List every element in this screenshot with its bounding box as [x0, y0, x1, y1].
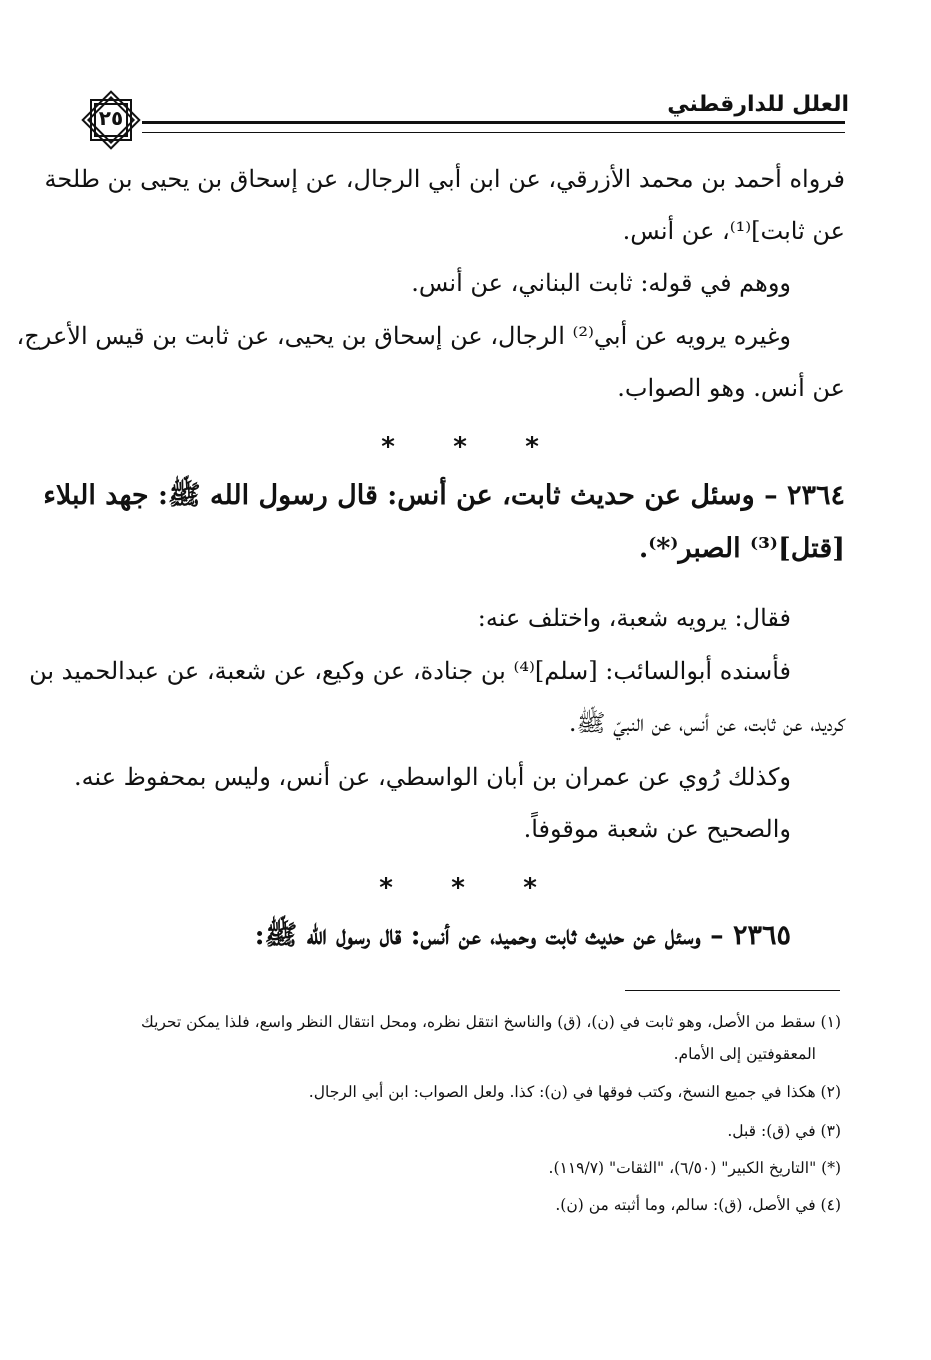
body-line: ووهم في قوله: ثابت البناني، عن أنس. — [411, 269, 791, 297]
header-rule — [142, 121, 845, 133]
footnote: (٢) هكذا في جميع النسخ، وكتب فوقها في (ن): كذا. ولعل الصواب: ابن أبي الرجال. — [308, 1083, 841, 1101]
footnote: (١) سقط من الأصل، وهو ثابت في (ن)، (ق) والناسخ انتقل نظره، ومحل انتقال النظر واسع، فلذا يمكن تحريك — [141, 1013, 841, 1031]
body-line: فأسنده أبوالسائب: [سلم]⁽⁴⁾ بن جنادة، عن وكيع، عن شعبة، عن عبدالحميد بن — [29, 657, 791, 685]
page-number-badge — [72, 86, 150, 154]
separator-star: * — [381, 432, 395, 462]
footnote: (٣) في (ق): قبل. — [727, 1122, 841, 1140]
entry-heading: [قتل]⁽³⁾ الصبر⁽*⁾. — [638, 533, 845, 564]
body-line: والصحيح عن شعبة موقوفاً. — [523, 815, 791, 843]
footnote: المعقوفتين إلى الأمام. — [673, 1045, 816, 1063]
section-separator — [352, 432, 568, 462]
separator-star: * — [523, 873, 537, 903]
separator-star: * — [379, 873, 393, 903]
page-number: ٢٥ — [98, 106, 124, 130]
footnote-rule — [625, 990, 840, 991]
body-line: عن أنس. وهو الصواب. — [617, 374, 845, 402]
book-title: العلل للدارقطني — [667, 92, 849, 117]
body-line: وكذلك رُوي عن عمران بن أبان الواسطي، عن أنس، وليس بمحفوظ عنه. — [73, 763, 791, 791]
body-line: عن ثابت]⁽¹⁾، عن أنس. — [622, 217, 845, 245]
separator-star: * — [453, 432, 467, 462]
body-line: وغيره يرويه عن أبي⁽²⁾ الرجال، عن إسحاق بن يحيى، عن ثابت بن قيس الأعرج، — [16, 322, 791, 350]
entry-heading: ٢٣٦٥ – وسئل عن حديث ثابت وحميد، عن أنس: قال رسول الله ﷺ: — [254, 920, 791, 951]
body-line: فقال: يرويه شعبة، واختلف عنه: — [477, 604, 791, 632]
separator-star: * — [451, 873, 465, 903]
section-separator — [350, 873, 566, 903]
entry-heading: ٢٣٦٤ – وسئل عن حديث ثابت، عن أنس: قال رسول الله ﷺ: جهد البلاء — [43, 480, 845, 511]
body-line: كرديد، عن ثابت، عن أنس، عن النبيّ ﷺ. — [568, 709, 845, 737]
body-line: فرواه أحمد بن محمد الأزرقي، عن ابن أبي الرجال، عن إسحاق بن يحيى بن طلحة — [44, 165, 845, 193]
footnote: (٤) في الأصل، (ق): سالم، وما أثبته من (ن). — [555, 1196, 841, 1214]
footnote: (*) "التاريخ الكبير" (٦/٥٠)، "الثقات" (١١٩/٧). — [548, 1159, 841, 1177]
separator-star: * — [525, 432, 539, 462]
